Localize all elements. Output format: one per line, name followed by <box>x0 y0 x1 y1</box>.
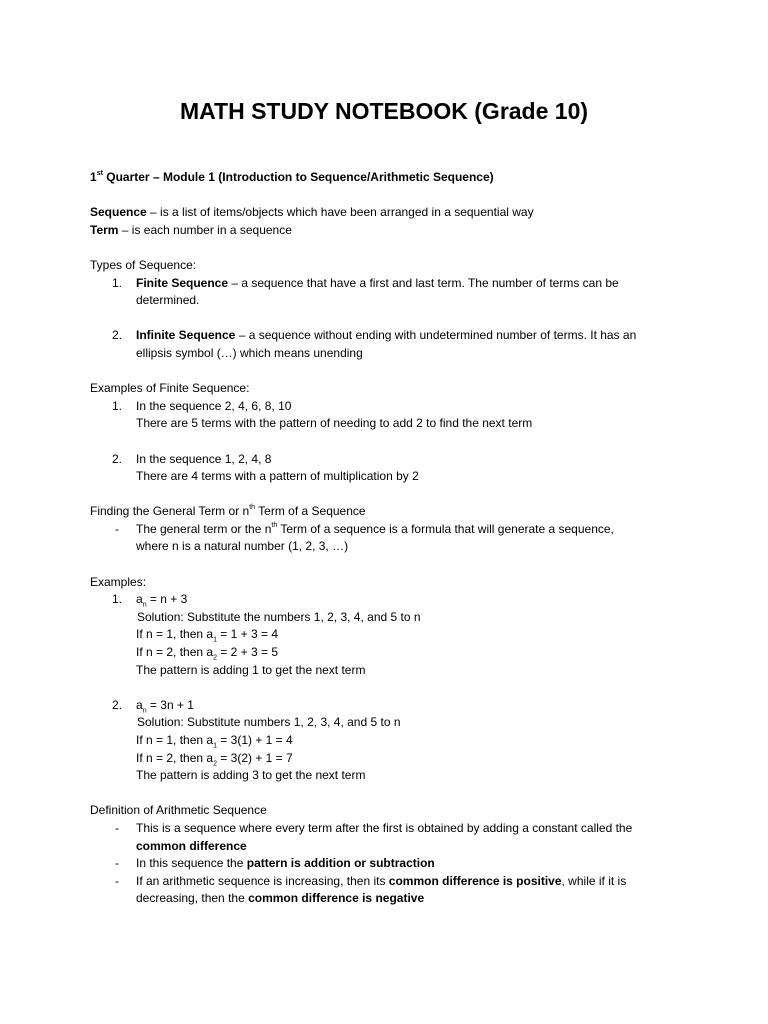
item-text: There are 5 terms with the pattern of needing to add 2 to find the next term <box>136 416 533 431</box>
bullet-item <box>90 820 690 855</box>
item-text: decreasing, then the <box>136 891 249 906</box>
formula-rest: = n + 3 <box>146 592 188 607</box>
notebook-content <box>90 169 690 908</box>
item-text: This is a sequence where every term after the first is obtained by adding a constant called the <box>136 820 633 835</box>
pattern-text: The pattern is adding 1 to get the next term <box>136 662 366 677</box>
definition-sequence <box>90 204 690 222</box>
module-title: Quarter – Module 1 (Introduction to Sequence/Arithmetic Sequence) <box>102 170 494 184</box>
formula-var: a <box>136 592 143 607</box>
dash-bullet: - <box>115 873 119 888</box>
item-text: – a sequence without ending with undetermined number of terms. It has an <box>235 328 637 343</box>
item-text-bold: pattern is addition or subtraction <box>246 856 435 871</box>
item-text: where n is a natural number (1, 2, 3, …) <box>136 539 349 554</box>
list-item <box>90 327 690 362</box>
step-text: If n = 2, then a <box>136 645 214 660</box>
dash-bullet: - <box>115 820 119 835</box>
step-text: If n = 2, then a <box>136 750 214 765</box>
step <box>136 750 690 768</box>
module-heading <box>90 169 690 187</box>
item-text: The general term or the n <box>136 521 272 536</box>
heading-text: Finding the General Term or n <box>90 504 250 519</box>
item-text: determined. <box>136 293 200 308</box>
arithmetic-heading: Definition of Arithmetic Sequence <box>90 803 267 818</box>
step <box>136 626 690 644</box>
term-label: Infinite Sequence <box>136 328 236 343</box>
ordinal-suffix: st <box>96 170 103 177</box>
list-item <box>90 275 690 310</box>
step <box>136 732 690 750</box>
bullet-item <box>90 521 690 556</box>
step-text: = 1 + 3 = 4 <box>216 627 279 642</box>
item-text: In this sequence the <box>136 856 247 871</box>
item-text-bold: common difference is positive <box>388 873 562 888</box>
formula-var: a <box>136 697 143 712</box>
subscript: 1 <box>213 636 217 644</box>
superscript: th <box>249 504 256 512</box>
item-text: – a sequence that have a first and last term. The number of terms can be <box>228 275 619 290</box>
formula <box>136 591 690 609</box>
example-item <box>90 697 690 785</box>
step-text: = 2 + 3 = 5 <box>216 645 279 660</box>
list-number: 2. <box>112 451 123 466</box>
finite-examples-heading: Examples of Finite Sequence: <box>90 381 250 396</box>
item-text: There are 4 terms with a pattern of multiplication by 2 <box>136 469 419 484</box>
subscript: 2 <box>213 759 217 767</box>
formula <box>136 697 690 715</box>
subscript: 1 <box>213 742 217 750</box>
superscript: th <box>271 521 278 529</box>
subscript: n <box>142 601 147 609</box>
dash-bullet: - <box>115 521 119 536</box>
definition-term <box>90 222 690 240</box>
term-label: Term <box>90 222 119 237</box>
list-number: 2. <box>112 328 123 343</box>
item-text: , while if it is <box>561 873 627 888</box>
subscript: 2 <box>213 654 217 662</box>
list-number: 1. <box>112 592 123 607</box>
definition-text: – is a list of items/objects which have been arranged in a sequential way <box>146 205 534 220</box>
item-text: ellipsis symbol (…) which means unending <box>136 345 363 360</box>
step-text: = 3(2) + 1 = 7 <box>216 750 293 765</box>
list-item <box>90 451 690 486</box>
step-text: If n = 1, then a <box>136 627 214 642</box>
heading-text: Term of a Sequence <box>255 504 366 519</box>
pattern-text: The pattern is adding 3 to get the next term <box>136 768 366 783</box>
list-number: 1. <box>112 275 123 290</box>
step-text: If n = 1, then a <box>136 733 214 747</box>
dash-bullet: - <box>115 856 119 871</box>
subscript: n <box>142 707 147 715</box>
item-text-bold: common difference is negative <box>248 891 425 906</box>
solution-text: Solution: Substitute the numbers 1, 2, 3, 4, and 5 to n <box>137 609 421 624</box>
example-item <box>90 591 690 679</box>
term-label: Finite Sequence <box>136 275 229 290</box>
term-label: Sequence <box>90 205 147 220</box>
formula-rest: = 3n + 1 <box>146 697 194 712</box>
list-number: 2. <box>112 697 123 712</box>
step-text: = 3(1) + 1 = 4 <box>216 733 293 747</box>
examples-heading: Examples: <box>90 574 147 589</box>
types-heading: Types of Sequence: <box>90 257 197 272</box>
quarter-number: 1 <box>90 170 97 184</box>
item-text: If an arithmetic sequence is increasing, then its <box>136 873 389 888</box>
general-term-heading <box>90 503 690 521</box>
item-text: In the sequence 1, 2, 4, 8 <box>136 451 272 466</box>
bullet-item <box>90 873 690 908</box>
bullet-item <box>90 855 690 873</box>
item-text: common difference <box>136 838 247 853</box>
item-text: In the sequence 2, 4, 6, 8, 10 <box>136 398 292 413</box>
page-title: MATH STUDY NOTEBOOK (Grade 10) <box>179 98 589 124</box>
step <box>136 644 690 662</box>
definition-text: – is each number in a sequence <box>118 222 292 237</box>
list-item <box>90 398 690 433</box>
solution-text: Solution: Substitute numbers 1, 2, 3, 4, and 5 to n <box>137 715 401 730</box>
list-number: 1. <box>112 398 123 413</box>
item-text: Term of a sequence is a formula that will generate a sequence, <box>277 521 614 536</box>
